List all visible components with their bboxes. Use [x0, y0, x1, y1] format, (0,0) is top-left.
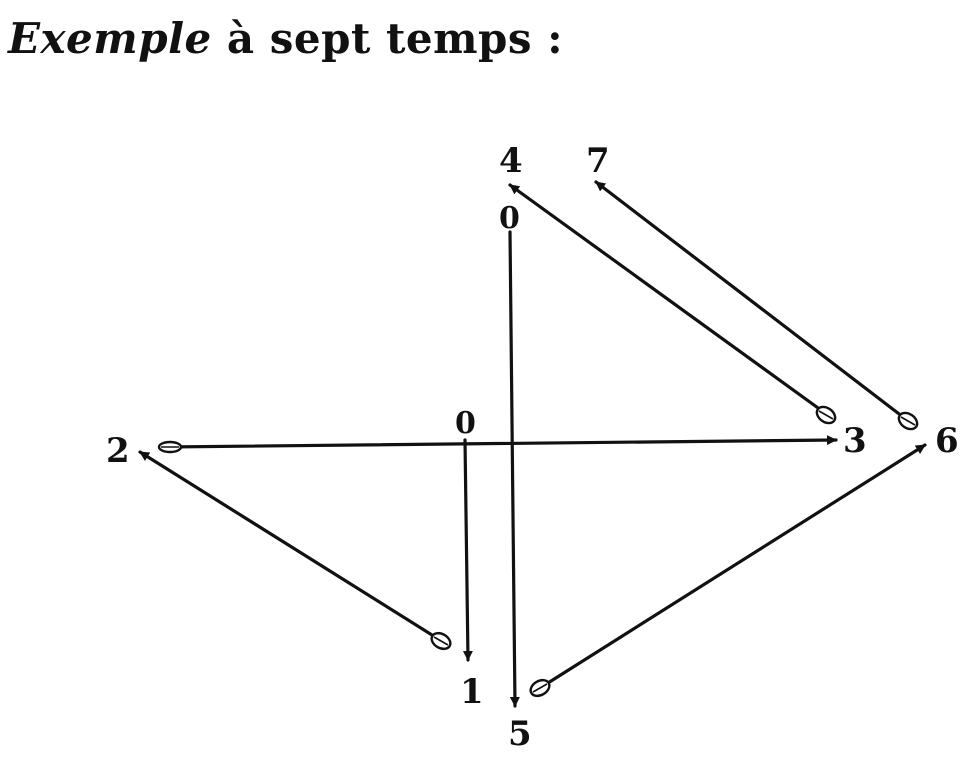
start-mark-2 — [159, 442, 181, 452]
beat-label-4: 4 — [499, 141, 523, 181]
arrow-3-to-4 — [510, 185, 825, 413]
start-mark-5 — [528, 677, 552, 699]
beat-label-6: 6 — [935, 421, 959, 461]
start-label-upper: 0 — [499, 201, 520, 236]
title-italic-word: Exemple — [8, 14, 212, 63]
beat-label-1: 1 — [460, 672, 484, 712]
start-mark-1 — [429, 630, 453, 652]
arrow-start-to-1 — [465, 440, 468, 660]
arrow-1-to-2 — [140, 452, 440, 640]
arrow-2-to-3 — [165, 440, 836, 447]
beat-label-5: 5 — [508, 714, 532, 754]
title-rest: à sept temps : — [211, 14, 564, 63]
arrow-6-to-7 — [596, 182, 907, 420]
arrow-5-to-6 — [540, 445, 925, 688]
beat-label-3: 3 — [843, 421, 867, 461]
arrow-start-to-5 — [510, 232, 515, 706]
beat-label-7: 7 — [586, 141, 610, 181]
start-label-center: 0 — [455, 406, 476, 441]
beat-label-2: 2 — [106, 431, 130, 471]
